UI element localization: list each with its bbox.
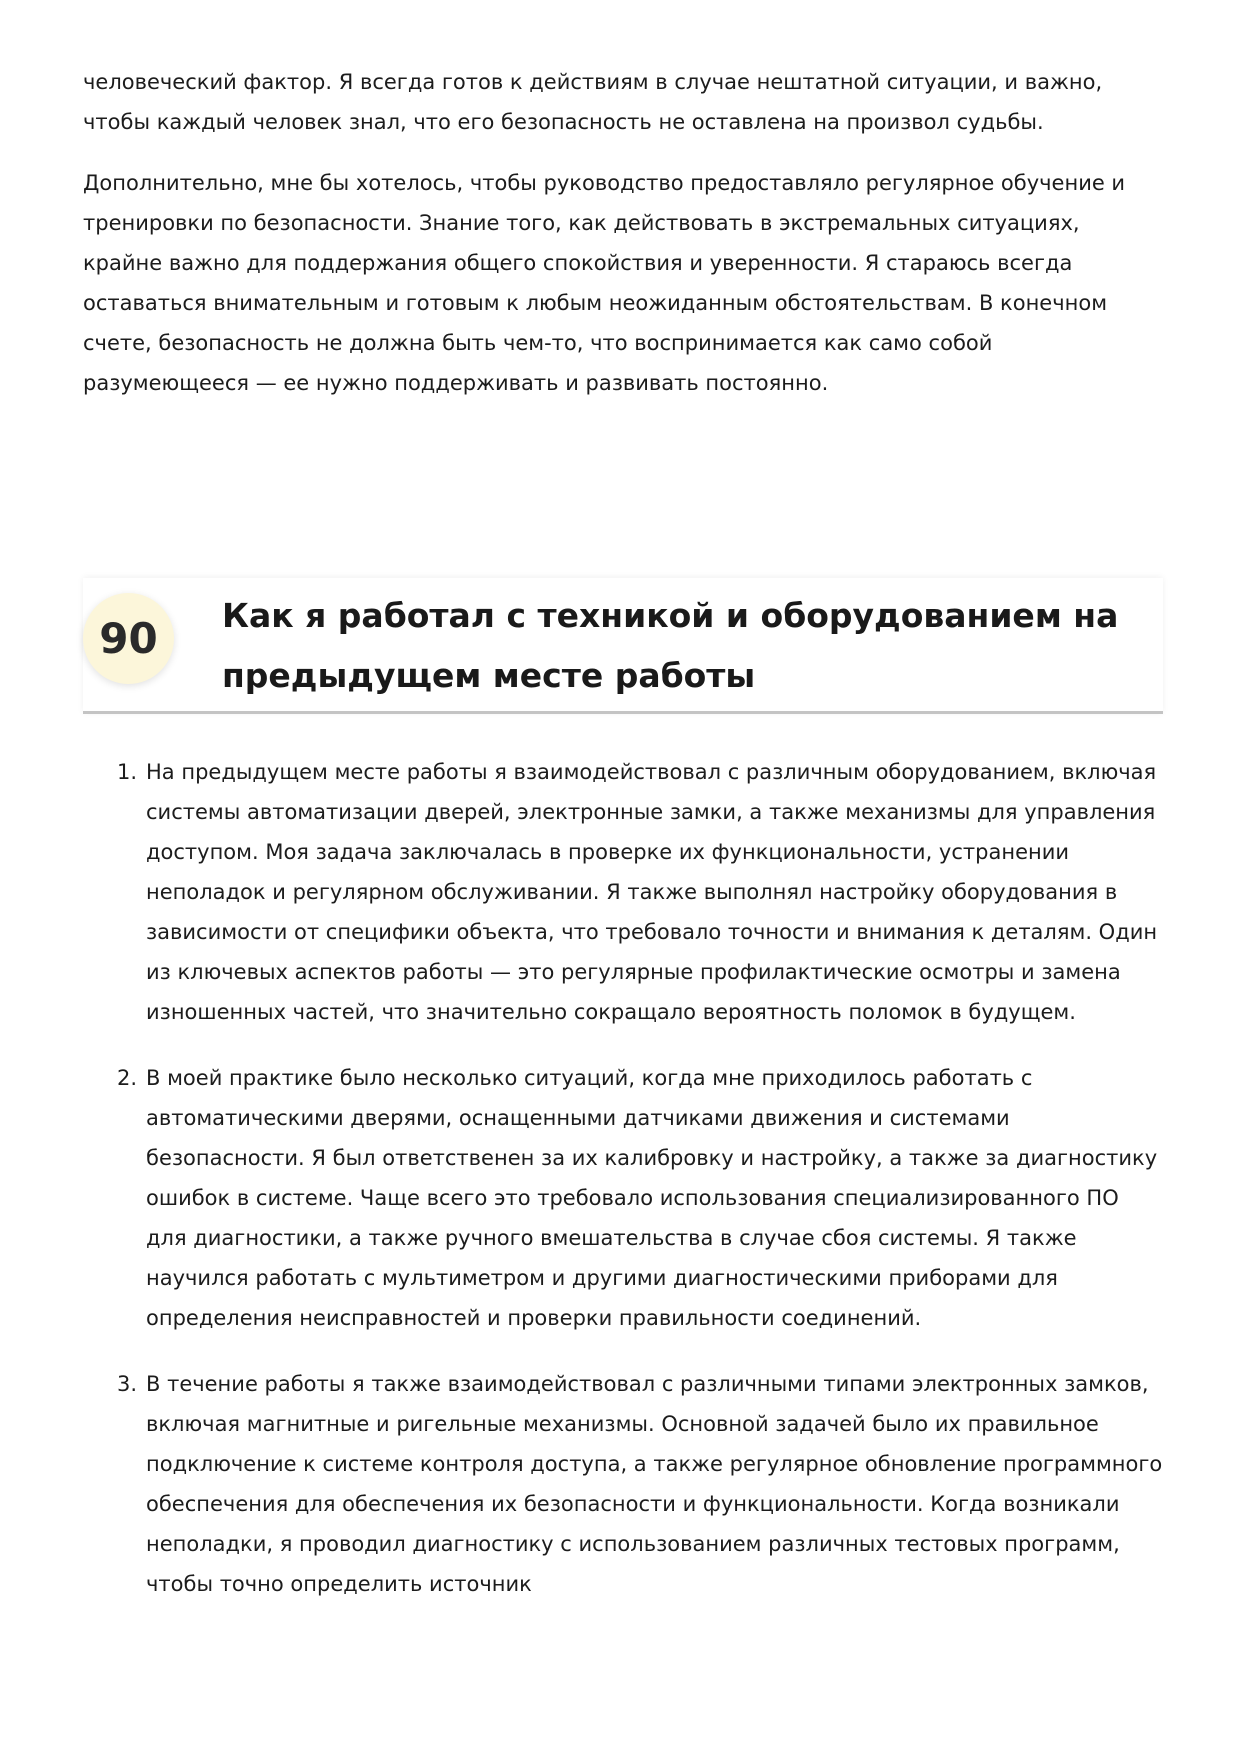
list-item — [83, 1058, 1163, 1338]
intro-paragraph-1: человеческий фактор. Я всегда готов к действиям в случае нештатной ситуации, и важно, чтобы каждый человек знал, что его безопасность не оставлена на произвол судьбы. — [83, 70, 1103, 134]
section-number: 90 — [99, 614, 158, 663]
section-number-badge — [83, 593, 174, 684]
numbered-list — [83, 752, 1163, 1630]
section-divider — [83, 711, 1163, 714]
list-item — [83, 752, 1163, 1032]
section-title: Как я работал с техникой и оборудованием на предыдущем месте работы — [222, 596, 1119, 695]
list-item-text: На предыдущем месте работы я взаимодействовал с различным оборудованием, включая системы автоматизации дверей, электронные замки, а также механизмы для управления доступом. Моя задача заключалась в проверке их функциональности, устранении неполадок и регулярном обслуживании. Я также выполнял настройку оборудования в зависимости от специфики объекта, что требовало точности и внимания к деталям. Один из ключевых аспектов работы — это регулярные профилактические осмотры и замена изношенных частей, что значительно сокращало вероятность поломок в будущем. — [146, 760, 1158, 1024]
list-item-text: В течение работы я также взаимодействовал с различными типами электронных замков, включая магнитные и ригельные механизмы. Основной задачей было их правильное подключение к системе контроля доступа, а также регулярное обновление программного обеспечения для обеспечения их безопасности и функциональности. Когда возникали неполадки, я проводил диагностику с использованием различных тестовых программ, чтобы точно определить источник — [146, 1372, 1163, 1596]
list-item-text: В моей практике было несколько ситуаций, когда мне приходилось работать с автоматическими дверями, оснащенными датчиками движения и системами безопасности. Я был ответственен за их калибровку и настройку, а также за диагностику ошибок в системе. Чаще всего это требовало использования специализированного ПО для диагностики, а также ручного вмешательства в случае сбоя системы. Я также научился работать с мультиметром и другими диагностическими приборами для определения неисправностей и проверки правильности соединений. — [146, 1066, 1158, 1330]
list-item — [83, 1364, 1163, 1604]
intro-paragraph-2: Дополнительно, мне бы хотелось, чтобы руководство предоставляло регулярное обучение и тренировки по безопасности. Знание того, как действовать в экстремальных ситуациях, крайне важно для поддержания общего спокойствия и уверенности. Я стараюсь всегда оставаться внимательным и готовым к любым неожиданным обстоятельствам. В конечном счете, безопасность не должна быть чем-то, что воспринимается как само собой разумеющееся — ее нужно поддерживать и развивать постоянно. — [83, 171, 1126, 395]
list-item-number: 2. — [117, 1066, 138, 1090]
list-item-number: 3. — [117, 1372, 138, 1396]
list-item-number: 1. — [117, 760, 138, 784]
section-header — [83, 578, 1163, 714]
